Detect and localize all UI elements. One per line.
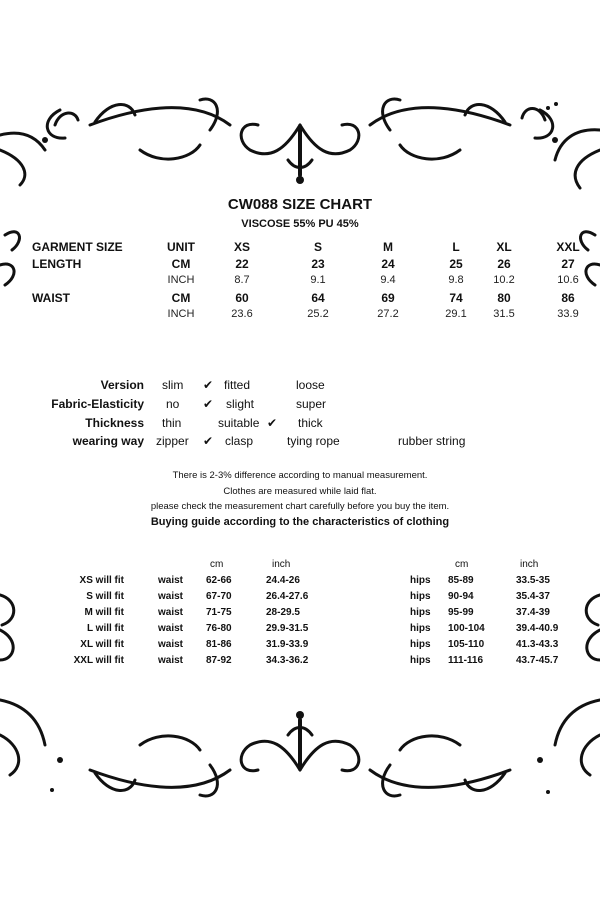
size-s: S xyxy=(313,240,322,254)
guide-waist-inch: 34.3-36.2 xyxy=(266,655,309,666)
attribute-option: no xyxy=(166,397,180,411)
buying-guide-title: Buying guide according to the characteristics of clothing xyxy=(150,516,450,528)
guide-size-label: L will fit xyxy=(86,623,124,634)
guide-hips-cm: 90-94 xyxy=(448,591,474,602)
value-cell: 26 xyxy=(497,257,511,271)
checkmark-icon: ✔ xyxy=(203,397,214,411)
value-cell: 31.5 xyxy=(493,308,515,320)
value-cell: 80 xyxy=(497,291,511,305)
size-xs: XS xyxy=(233,240,250,254)
attribute-option: suitable xyxy=(218,416,260,430)
attribute-option: slight xyxy=(226,397,255,411)
value-cell: 23.6 xyxy=(231,308,253,320)
guide-hips-cm: 100-104 xyxy=(448,623,485,634)
material-composition: VISCOSE 55% PU 45% xyxy=(241,218,359,230)
unit-label: UNIT xyxy=(167,240,195,254)
guide-waist-cm: 81-86 xyxy=(206,639,232,650)
guide-waist-label: waist xyxy=(158,591,184,602)
checkmark-icon: ✔ xyxy=(203,378,214,392)
guide-size-label: XL will fit xyxy=(80,639,124,650)
value-cell: 86 xyxy=(561,291,575,305)
value-cell: 23 xyxy=(311,257,325,271)
note-measurement-difference: There is 2-3% difference according to manual measurement. xyxy=(172,470,428,481)
garment-size-label: GARMENT SIZE xyxy=(32,240,123,254)
value-cell: 9.4 xyxy=(380,274,396,286)
guide-waist-inch: 24.4-26 xyxy=(266,575,300,586)
guide-hips-label: hips xyxy=(410,607,431,618)
guide-hips-inch: 33.5-35 xyxy=(516,575,550,586)
guide-hips-inch: 35.4-37 xyxy=(516,591,550,602)
attribute-label: Fabric-Elasticity xyxy=(51,397,144,411)
unit-cell: INCH xyxy=(167,308,195,320)
attribute-option: clasp xyxy=(225,434,254,448)
guide-hips-label: hips xyxy=(410,623,431,634)
guide-hips-label: hips xyxy=(410,575,431,586)
guide-waist-cm-header: cm xyxy=(210,559,224,570)
value-cell: 10.6 xyxy=(557,274,579,286)
size-table-row xyxy=(0,291,600,307)
value-cell: 27.2 xyxy=(377,308,399,320)
value-cell: 10.2 xyxy=(493,274,515,286)
guide-hips-cm: 111-116 xyxy=(448,655,484,666)
guide-waist-label: waist xyxy=(158,623,184,634)
attribute-option: thin xyxy=(162,416,182,430)
guide-hips-inch: 39.4-40.9 xyxy=(516,623,559,634)
size-l: L xyxy=(452,240,460,254)
checkmark-icon: ✔ xyxy=(267,416,278,430)
guide-hips-inch-header: inch xyxy=(520,559,539,570)
guide-size-label: XS will fit xyxy=(79,575,124,586)
value-cell: 27 xyxy=(561,257,575,271)
guide-waist-label: waist xyxy=(158,655,184,666)
guide-waist-label: waist xyxy=(158,575,184,586)
measure-label: LENGTH xyxy=(32,257,82,271)
value-cell: 9.1 xyxy=(310,274,326,286)
guide-hips-cm: 105-110 xyxy=(448,639,485,650)
bottom-ornament-icon xyxy=(90,720,510,796)
guide-waist-inch: 29.9-31.5 xyxy=(266,623,309,634)
guide-hips-label: hips xyxy=(410,639,431,650)
guide-waist-inch: 31.9-33.9 xyxy=(266,639,309,650)
value-cell: 29.1 xyxy=(445,308,467,320)
guide-waist-inch: 28-29.5 xyxy=(266,607,300,618)
guide-hips-label: hips xyxy=(410,591,431,602)
value-cell: 9.8 xyxy=(448,274,464,286)
size-m: M xyxy=(383,240,393,254)
value-cell: 22 xyxy=(235,257,249,271)
value-cell: 60 xyxy=(235,291,249,305)
size-xxl: XXL xyxy=(556,240,580,254)
measure-label: WAIST xyxy=(32,291,70,305)
checkmark-icon: ✔ xyxy=(203,434,214,448)
attribute-label: Version xyxy=(100,378,144,392)
value-cell: 33.9 xyxy=(557,308,579,320)
note-check-chart: please check the measurement chart carefully before you buy the item. xyxy=(150,501,450,512)
guide-size-label: XXL will fit xyxy=(73,655,124,666)
value-cell: 74 xyxy=(449,291,463,305)
size-table-row xyxy=(0,308,600,324)
size-xl: XL xyxy=(496,240,512,254)
guide-size-label: S will fit xyxy=(86,591,124,602)
note-laid-flat: Clothes are measured while laid flat. xyxy=(223,486,377,497)
attribute-option: slim xyxy=(162,378,184,392)
unit-cell: CM xyxy=(171,291,191,305)
top-ornament-icon xyxy=(47,99,552,175)
guide-waist-inch: 26.4-27.6 xyxy=(266,591,309,602)
value-cell: 25 xyxy=(449,257,463,271)
guide-hips-label: hips xyxy=(410,655,431,666)
attribute-option: fitted xyxy=(224,378,251,392)
guide-hips-inch: 43.7-45.7 xyxy=(516,655,559,666)
value-cell: 24 xyxy=(381,257,395,271)
value-cell: 64 xyxy=(311,291,325,305)
guide-hips-inch: 41.3-43.3 xyxy=(516,639,559,650)
attribute-option: tying rope xyxy=(287,434,340,448)
guide-waist-cm: 62-66 xyxy=(206,575,232,586)
unit-cell: CM xyxy=(171,257,191,271)
guide-waist-label: waist xyxy=(158,607,184,618)
value-cell: 69 xyxy=(381,291,395,305)
guide-hips-inch: 37.4-39 xyxy=(516,607,550,618)
size-table-header xyxy=(0,240,600,256)
page-title: CW088 SIZE CHART xyxy=(227,196,373,213)
attribute-option: super xyxy=(296,397,327,411)
value-cell: 8.7 xyxy=(234,274,250,286)
guide-hips-cm: 85-89 xyxy=(448,575,474,586)
attribute-option: loose xyxy=(296,378,325,392)
attribute-option: zipper xyxy=(156,434,189,448)
attribute-option: rubber string xyxy=(398,434,466,448)
guide-waist-label: waist xyxy=(158,639,184,650)
attribute-label: wearing way xyxy=(72,434,144,448)
guide-hips-cm-header: cm xyxy=(455,559,469,570)
guide-waist-cm: 71-75 xyxy=(206,607,232,618)
guide-hips-cm: 95-99 xyxy=(448,607,474,618)
guide-waist-cm: 87-92 xyxy=(206,655,232,666)
guide-waist-cm: 76-80 xyxy=(206,623,232,634)
size-table-row xyxy=(0,257,600,273)
value-cell: 25.2 xyxy=(307,308,329,320)
guide-waist-cm: 67-70 xyxy=(206,591,232,602)
unit-cell: INCH xyxy=(167,274,195,286)
size-table-row xyxy=(0,274,600,290)
attribute-option: thick xyxy=(298,416,323,430)
attribute-label: Thickness xyxy=(85,416,144,430)
guide-size-label: M will fit xyxy=(84,607,124,618)
guide-waist-inch-header: inch xyxy=(272,559,291,570)
